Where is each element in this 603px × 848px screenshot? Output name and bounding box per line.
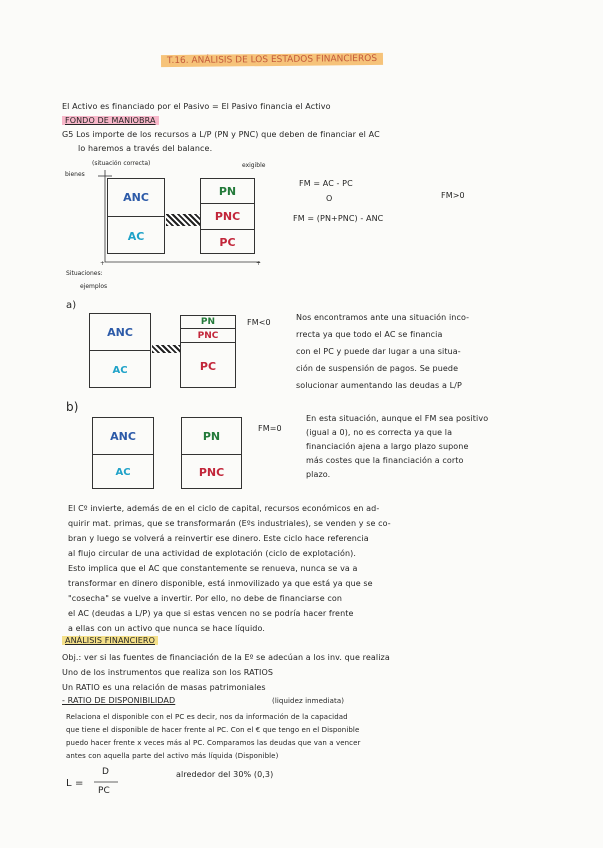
diagram-activo-box [107,178,165,254]
case-b-fm: FM=0 [258,424,282,433]
ratio-subheading: (liquidez inmediata) [272,697,345,705]
case-b-anc: ANC [93,418,153,455]
fondo-heading: FONDO DE MANIOBRA [62,116,159,125]
case-a-pc: PC [199,359,217,373]
label-situacion: (situación correcta) [92,160,151,167]
cell-ac: AC [127,229,145,243]
case-b-pnc: PNC [198,466,225,479]
paragraph-line: al flujo circular de una actividad de explotación (ciclo de explotación). [68,549,357,558]
ratio-line: antes con aquella parte del activo más líquida (Disponible) [66,752,279,760]
paragraph-line: El Cº invierte, además de en el ciclo de capital, recursos económicos en ad- [68,504,380,513]
cell-anc: ANC [108,179,164,217]
formula-or: O [326,194,333,203]
case-b-line: más costes que la financiación a corto [306,456,464,465]
svg-text:+: + [100,260,106,267]
case-a-activo-box [89,313,151,388]
paragraph-line: quirir mat. primas, que se transformarán (Eºs industriales), se venden y se co- [68,519,391,528]
ejemplos-label: ejemplos [80,283,108,290]
ratio-line: puedo hacer frente x veces más al PC. Comparamos las deudas que van a vencer [66,739,361,747]
case-a-pasivo-box [180,315,236,388]
ratio-line: que tiene el disponible de hacer frente al PC. Con el € que tengo en el Disponible [66,726,360,734]
case-b-line: financiación ajena a largo plazo supone [306,442,469,451]
label-exigible: exigible [242,162,266,169]
case-b-text [306,412,488,482]
case-a-anc: ANC [90,314,150,351]
case-a-pnc: PNC [181,329,235,343]
formula-fm-2: FM = (PN+PNC) - ANC [293,214,384,223]
case-a-pn: PN [181,316,235,329]
paragraph-line: "cosecha" se vuelve a invertir. Por ello, no debe de financiarse con [68,594,343,603]
case-b-line: En esta situación, aunque el FM sea positivo [306,414,489,423]
label-bienes: bienes [65,171,85,178]
case-b-pn: PN [182,418,241,455]
ratio-heading: - RATIO DE DISPONIBILIDAD [62,696,176,705]
fraction-bar [94,780,118,784]
fm-positive: FM>0 [441,191,465,200]
case-b-activo-box [92,417,154,489]
cell-pn: PN [201,179,254,204]
case-a-ac: AC [112,364,128,376]
case-a-hatch [152,345,180,353]
analisis-lines [62,650,390,695]
svg-text:+: + [256,260,262,267]
body-paragraph [68,501,391,636]
hatch-connector [166,214,200,226]
case-a-line: ción de suspensión de pagos. Se puede [296,364,459,373]
formula-l: L = [66,778,84,789]
case-a-line: Nos encontramos ante una situación inco- [296,313,470,322]
page-title: T.16. ANÁLISIS DE LOS ESTADOS FINANCIEROS [161,53,383,67]
case-a-text [296,309,469,394]
paragraph-line: bran y luego se volverá a reinvertir ese dinero. Este ciclo hace referencia [68,534,369,543]
case-b-line: plazo. [306,470,331,479]
case-b-pasivo-box [181,417,242,489]
formula-note: alrededor del 30% (0,3) [176,770,274,779]
analisis-heading: ANÁLISIS FINANCIERO [62,636,158,645]
ratio-lines [66,711,360,763]
case-a-line: con el PC y puede dar lugar a una situa- [296,347,461,356]
formula-fm-1: FM = AC - PC [299,179,353,188]
paragraph-line: transformar en dinero disponible, está inmovilizado ya que está ya que se [68,579,373,588]
fondo-line-1: G5 Los importe de los recursos a L/P (PN y PNC) que deben de financiar el AC [62,130,380,139]
intro-line: El Activo es financiado por el Pasivo = El Pasivo financia el Activo [62,102,331,111]
analisis-line: Un RATIO es una relación de masas patrimoniales [62,683,266,692]
case-a-line: rrecta ya que todo el AC se financia [296,330,443,339]
case-b-label: b) [66,400,79,414]
situaciones-label: Situaciones: [66,270,103,277]
case-b-line: (igual a 0), no es correcta ya que la [306,428,453,437]
fondo-line-2: lo haremos a través del balance. [78,144,213,153]
paragraph-line: Esto implica que el AC que constantemente se renueva, nunca se va a [68,564,358,573]
case-a-line: solucionar aumentando las deudas a L/P [296,381,462,390]
cell-pc: PC [219,236,236,249]
formula-denominator: PC [98,786,110,796]
paragraph-line: el AC (deudas a L/P) ya que si estas vencen no se podría hacer frente [68,609,354,618]
ratio-line: Relaciona el disponible con el PC es decir, nos da información de la capacidad [66,713,348,721]
cell-pnc: PNC [201,204,254,230]
paragraph-line: a ellas con un activo que nunca se hace líquido. [68,624,265,633]
diagram-pasivo-box [200,178,255,254]
case-a-fm: FM<0 [247,318,271,327]
case-a-label: a) [66,300,77,311]
formula-numerator: D [102,767,110,777]
analisis-line: Uno de los instrumentos que realiza son los RATIOS [62,668,274,677]
analisis-line: Obj.: ver si las fuentes de financiación de la Eº se adecúan a los inv. que realiza [62,653,390,662]
case-b-ac: AC [115,467,131,478]
